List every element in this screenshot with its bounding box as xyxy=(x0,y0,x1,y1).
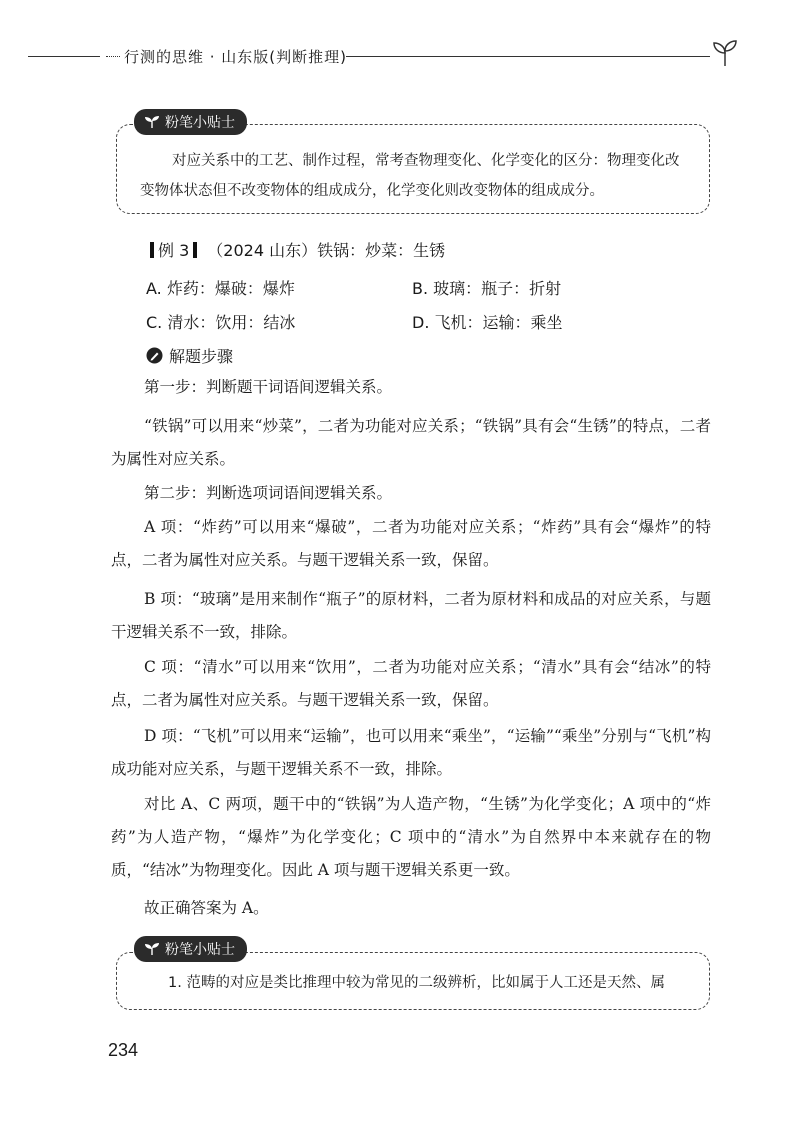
tip-label xyxy=(134,109,247,135)
option-d: D. 飞机：运输：乘坐 xyxy=(412,313,563,332)
step-paragraph: B 项：“玻璃”是用来制作“瓶子”的原材料，二者为原材料和成品的对应关系，与题干逻辑关系不一致，排除。 xyxy=(111,590,711,641)
steps-title xyxy=(146,344,233,367)
header-rule-right xyxy=(346,56,710,57)
tip-label xyxy=(134,936,247,962)
sprout-icon xyxy=(710,38,740,68)
running-header xyxy=(28,38,728,78)
step-paragraph: “铁锅”可以用来“炒菜”，二者为功能对应关系；“铁锅”具有会“生锈”的特点，二者为属性对应关系。 xyxy=(111,417,711,468)
step-paragraph: 对比 A、C 两项，题干中的“铁锅”为人造产物，“生锈”为化学变化；A 项中的“炸药”为人造产物，“爆炸”为化学变化；C 项中的“清水”为自然界中本来就存在的物质，“结冰”为物理变化。因此 A 项与题干逻辑关系更一致。 xyxy=(111,795,711,879)
step-paragraph: 第一步：判断题干词语间逻辑关系。 xyxy=(144,378,393,396)
header-rule-left xyxy=(28,56,100,57)
example-bar-right xyxy=(193,242,197,258)
tip-label-text: 粉笔小贴士 xyxy=(165,115,235,131)
step-paragraph: C 项：“清水”可以用来“饮用”，二者为功能对应关系；“清水”具有会“结冰”的特点，二者为属性对应关系。与题干逻辑关系一致，保留。 xyxy=(111,658,711,709)
pencil-badge-icon xyxy=(146,347,163,364)
option-b: B. 玻璃：瓶子：折射 xyxy=(412,279,562,298)
example-question-text: （2024 山东）铁锅：炒菜：生锈 xyxy=(207,241,446,260)
header-rule-dots xyxy=(106,56,120,57)
step-paragraph: D 项：“飞机”可以用来“运输”，也可以用来“乘坐”，“运输”“乘坐”分别与“飞机”构成功能对应关系，与题干逻辑关系不一致，排除。 xyxy=(111,727,711,778)
option-c: C. 清水：饮用：结冰 xyxy=(146,313,296,332)
steps-title-text: 解题步骤 xyxy=(169,347,234,366)
header-title: 行测的思维 · 山东版(判断推理) xyxy=(124,48,348,66)
step-paragraph: A 项：“炸药”可以用来“爆破”，二者为功能对应关系；“炸药”具有会“爆炸”的特点，二者为属性对应关系。与题干逻辑关系一致，保留。 xyxy=(111,518,711,569)
step-paragraph: 故正确答案为 A。 xyxy=(144,899,269,917)
step-paragraph: 第二步：判断选项词语间逻辑关系。 xyxy=(144,484,393,502)
page-number: 234 xyxy=(108,1040,139,1060)
option-a: A. 炸药：爆破：爆炸 xyxy=(146,279,295,298)
example-bar-left xyxy=(150,242,154,258)
sprout-icon xyxy=(144,942,160,956)
tip-text: 对应关系中的工艺、制作过程，常考查物理变化、化学变化的区分：物理变化改变物体状态但不改变物体的组成成分，化学变化则改变物体的组成成分。 xyxy=(140,153,680,199)
example-label: 例 3 xyxy=(158,241,190,260)
example-question xyxy=(146,238,445,261)
tip-text: 1. 范畴的对应是类比推理中较为常见的二级辨析，比如属于人工还是天然、属 xyxy=(168,975,665,991)
tip-label-text: 粉笔小贴士 xyxy=(165,942,235,958)
sprout-icon xyxy=(144,115,160,129)
